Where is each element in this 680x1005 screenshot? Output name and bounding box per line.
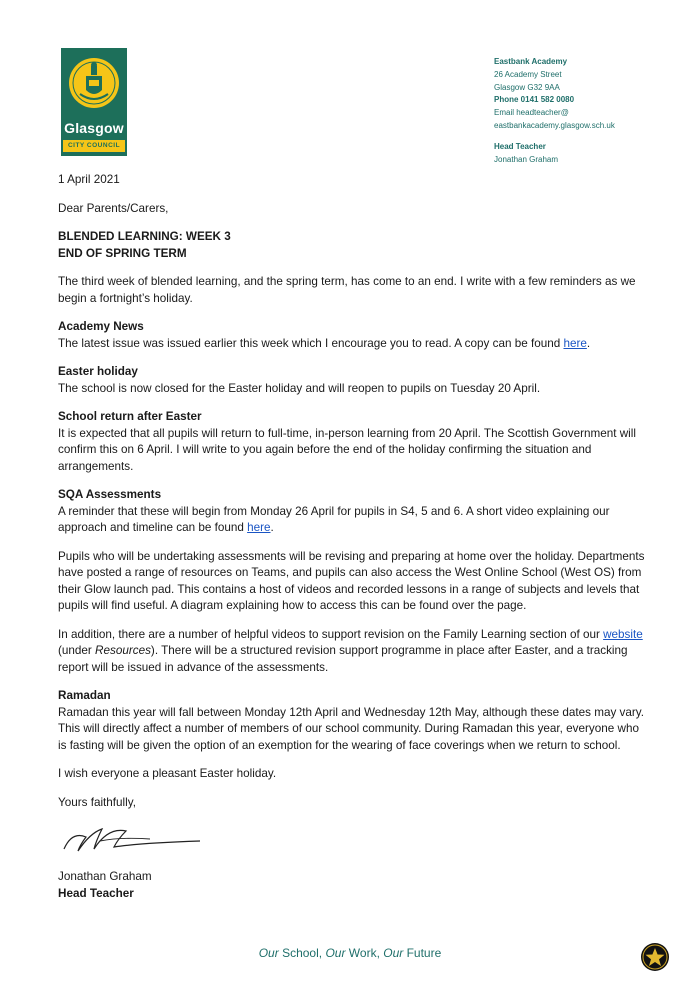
address-phone: Phone 0141 582 0080 xyxy=(494,95,575,105)
ramadan-heading: Ramadan xyxy=(58,689,111,702)
letter-body xyxy=(58,172,648,902)
intro-paragraph: The third week of blended learning, and the spring term, has come to an end. I write with a few reminders as we begin a fortnight’s holiday. xyxy=(58,275,636,305)
easter-holiday-paragraph: The school is now closed for the Easter holiday and will reopen to pupils on Tuesday 20 April. xyxy=(58,381,541,395)
salutation: Dear Parents/Carers, xyxy=(58,201,169,215)
school-return-heading: School return after Easter xyxy=(58,410,202,423)
signature xyxy=(60,819,210,859)
motto-work: Work, xyxy=(345,946,384,960)
academy-news-heading: Academy News xyxy=(58,320,144,333)
holiday-wish: I wish everyone a pleasant Easter holiday. xyxy=(58,767,277,780)
sqa-assessments-heading: SQA Assessments xyxy=(58,488,162,501)
revision-paragraph: Pupils who will be undertaking assessments will be revising and preparing at home over the holiday. Departments have posted a range of resources on Teams, and pupils can also access the West Online School (West OS) from their Glow launch pad. This contains a host of videos and recorded lessons in a range of subjects and levels that pupils will find useful. A diagram explaining how to access this can be found over the page. xyxy=(58,549,645,612)
easter-holiday-heading: Easter holiday xyxy=(58,365,138,378)
academy-news-text: The latest issue was issued earlier this week which I encourage you to read. A copy can be found xyxy=(58,336,564,350)
address-email-label: Email headteacher@ xyxy=(494,108,569,118)
glasgow-city-council-logo xyxy=(61,48,127,156)
sqa-video-link[interactable]: here xyxy=(247,521,271,534)
signer-title: Head Teacher xyxy=(58,886,134,900)
address-street: 26 Academy Street xyxy=(494,69,562,79)
motto-future: Future xyxy=(403,946,442,960)
address-email-domain: eastbankacademy.glasgow.sch.uk xyxy=(494,120,615,130)
logo-subtitle: CITY COUNCIL xyxy=(63,140,125,152)
head-teacher-name: Jonathan Graham xyxy=(494,154,559,164)
addition-text-3: ). There will be a structured revision support programme in place after Easter, and a tracking report will be issued in advance of the assessments. xyxy=(58,644,628,674)
addition-text-2: (under xyxy=(58,644,96,657)
footer-motto xyxy=(0,946,680,960)
motto-our-1: Our xyxy=(258,946,279,960)
school-name: Eastbank Academy xyxy=(494,57,568,66)
signer-name: Jonathan Graham xyxy=(58,870,152,883)
addition-text-1: In addition, there are a number of helpful videos to support revision on the Family Learning section of our xyxy=(58,627,604,641)
closing: Yours faithfully, xyxy=(58,795,136,809)
ramadan-paragraph: Ramadan this year will fall between Monday 12th April and Wednesday 12th May, although these dates may vary. This will directly affect a number of members of our school community. During Ramadan this year, everyone who is fasting will be given the option of an exemption for the wearing of face coverings when we return to school. xyxy=(58,705,644,752)
letter-title-line-1: BLENDED LEARNING: WEEK 3 xyxy=(58,230,231,243)
motto-school: School, xyxy=(278,946,326,960)
family-learning-paragraph xyxy=(58,627,648,677)
website-link[interactable]: website xyxy=(603,627,643,641)
school-address-block xyxy=(494,56,674,166)
academy-news-paragraph: The latest issue was issued earlier this week which I encourage you to read. A copy can be found here. xyxy=(58,336,591,350)
logo-name: Glasgow xyxy=(64,120,124,136)
sqa-assessments-paragraph: A reminder that these will begin from Monday 26 April for pupils in S4, 5 and 6. A short video explaining our approach and timeline can be found here. xyxy=(58,504,610,534)
coat-of-arms-icon xyxy=(67,54,121,112)
school-return-paragraph: It is expected that all pupils will return to full-time, in-person learning from 20 April. The Scottish Government will confirm this on 6 April. I will write to you again before the end of the holiday confirming the situation and arrangements. xyxy=(58,426,636,473)
head-teacher-role: Head Teacher xyxy=(494,141,546,151)
resources-italic: Resources xyxy=(95,644,151,657)
star-badge-icon xyxy=(640,942,670,972)
letter-date: 1 April 2021 xyxy=(58,173,120,186)
motto-our-2: Our xyxy=(325,946,346,960)
motto-our-3: Our xyxy=(383,946,404,960)
academy-news-link[interactable]: here xyxy=(563,336,587,350)
sqa-text: A reminder that these will begin from Monday 26 April for pupils in S4, 5 and 6. A short video explaining our approach and timeline can be found xyxy=(58,504,610,534)
address-city: Glasgow G32 9AA xyxy=(494,82,560,92)
letter-title-line-2: END OF SPRING TERM xyxy=(58,246,187,260)
